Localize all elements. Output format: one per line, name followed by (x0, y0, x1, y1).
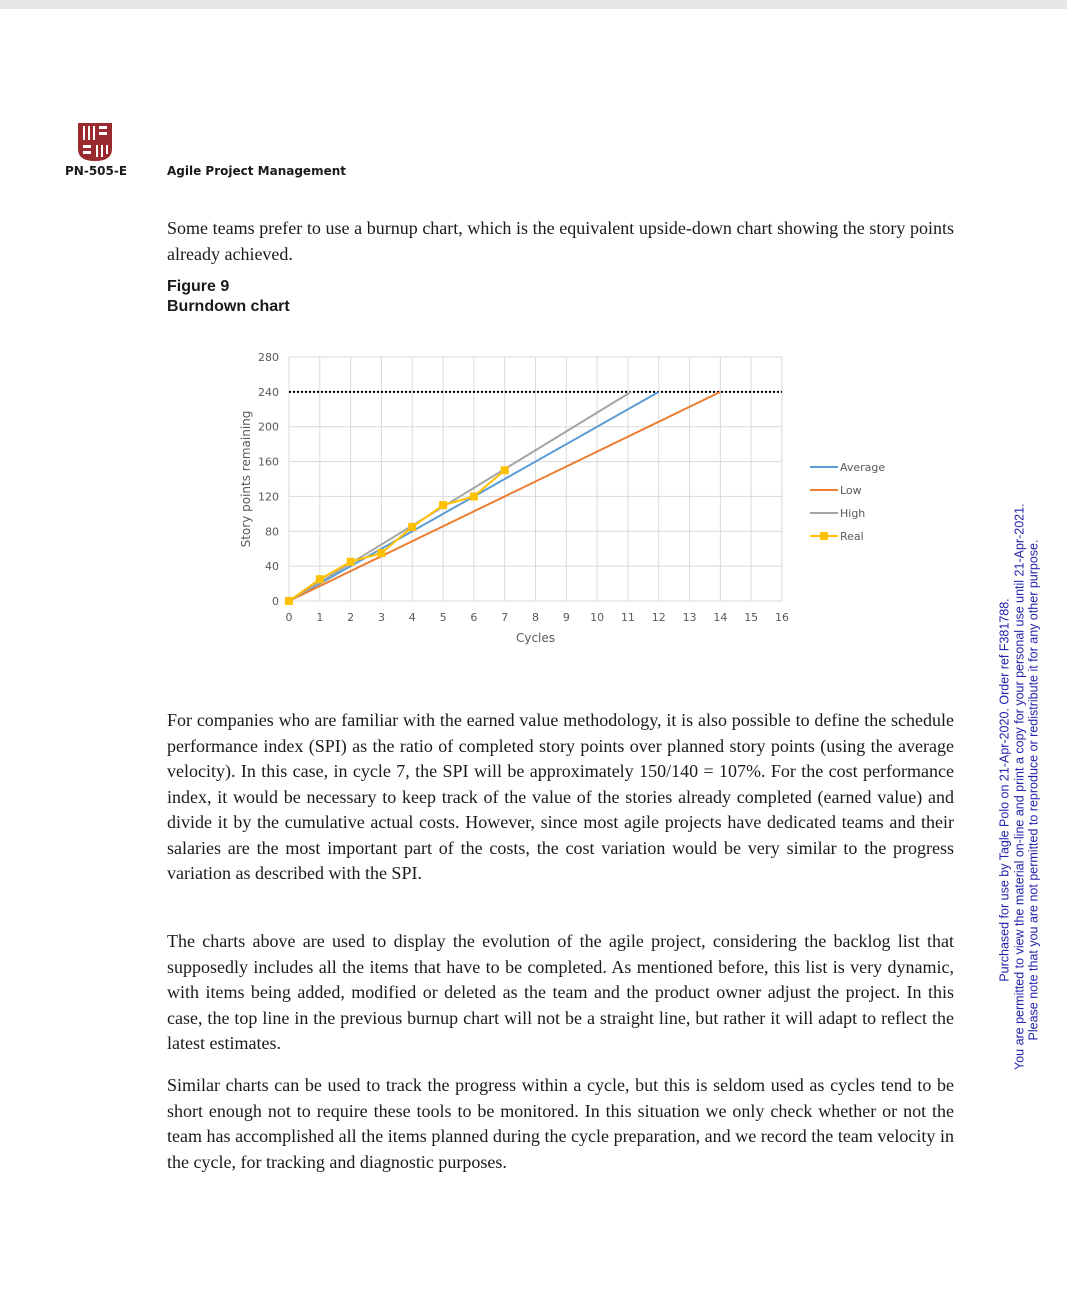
body-paragraph: Similar charts can be used to track the progress within a cycle, but this is seldom used as cycles tend to be short enough not to require these tools to be monitored. In this situation we only check whether or not the team has accomplished all the items planned during the cycle preparation, and we record the team velocity in the cycle, for tracking and diagnostic purposes. (167, 1075, 954, 1172)
y-tick-label: 160 (258, 455, 279, 469)
data-point-real (470, 492, 478, 500)
data-point-real (316, 575, 324, 583)
body-paragraph: For companies who are familiar with the earned value methodology, it is also possible to define the schedule performance index (SPI) as the ratio of completed story points over planned story points (using the average velocity). In this case, in cycle 7, the SPI will be approximately 150/140 = 107%. For the cost performance index, it would be necessary to keep track of the value of the stories already completed (earned value) and divide it by the cumulative actual costs. However, since most agile projects have dedicated teams and their salaries are the most important part of the costs, the cost variation would be very similar to the progress variation as described with the SPI. (167, 710, 954, 883)
x-tick-label: 16 (775, 611, 789, 624)
x-tick-label: 6 (470, 611, 478, 624)
x-tick-label: 4 (408, 611, 416, 624)
x-tick-label: 5 (439, 611, 447, 624)
data-point-real (501, 466, 509, 474)
running-title: Agile Project Management (167, 164, 346, 178)
x-tick-label: 0 (285, 611, 293, 624)
data-point-real (285, 597, 293, 605)
x-tick-label: 8 (532, 611, 539, 624)
legend-marker (820, 532, 828, 540)
purchase-watermark (997, 503, 1041, 1070)
y-tick-label: 0 (272, 595, 279, 608)
y-axis-title: Story points remaining (239, 410, 253, 548)
data-point-real (408, 523, 416, 531)
intro-paragraph: Some teams prefer to use a burnup chart, which is the equivalent upside-down chart showing the story points already achieved. (167, 218, 954, 264)
data-point-real (439, 501, 447, 509)
y-tick-label: 280 (258, 351, 279, 364)
watermark-line: Purchased for use by Tagle Polo on 21-Apr-2020. Order ref F381788. (997, 598, 1012, 982)
legend-label: High (840, 507, 866, 520)
x-tick-label: 2 (347, 611, 355, 624)
x-tick-label: 7 (501, 611, 509, 624)
legend-label: Real (840, 530, 864, 543)
x-tick-label: 3 (377, 611, 385, 624)
x-tick-label: 14 (713, 611, 728, 624)
legend-label: Low (840, 484, 862, 497)
x-tick-label: 11 (620, 611, 635, 624)
document-code: PN-505-E (65, 164, 128, 178)
y-tick-label: 40 (265, 560, 279, 574)
watermark-line: You are permitted to view the material on-line and print a copy for your personal use until 21-Apr-2021. (1011, 503, 1026, 1070)
x-tick-label: 13 (682, 611, 697, 624)
data-point-real (347, 558, 355, 566)
x-axis-title: Cycles (515, 631, 556, 645)
x-tick-label: 9 (562, 611, 570, 624)
y-tick-label: 200 (258, 420, 279, 434)
legend-label: Average (840, 461, 886, 474)
x-tick-label: 10 (590, 611, 605, 624)
institution-logo-icon (78, 123, 112, 161)
burndown-chart (235, 345, 895, 650)
top-strip (0, 0, 1067, 9)
data-point-real (377, 549, 385, 557)
x-tick-label: 1 (316, 611, 324, 624)
body-paragraph: The charts above are used to display the evolution of the agile project, considering the backlog list that supposedly includes all the items that have to be completed. As mentioned before, this list is very dynamic, with items being added, modified or deleted as the team and the product owner adjust the project. In this case, the top line in the previous burnup chart will not be a straight line, but rather it will adapt to reflect the latest estimates. (167, 931, 954, 1053)
figure-number: Figure 9 (167, 278, 230, 295)
y-tick-label: 120 (258, 490, 279, 504)
figure-title: Burndown chart (167, 298, 290, 315)
x-tick-label: 12 (651, 611, 666, 624)
x-tick-label: 15 (744, 611, 759, 624)
watermark-line: Please note that you are not permitted to reproduce or redistribute it for any other purpose. (1026, 539, 1041, 1041)
y-tick-label: 80 (265, 525, 279, 539)
y-tick-label: 240 (258, 385, 279, 399)
